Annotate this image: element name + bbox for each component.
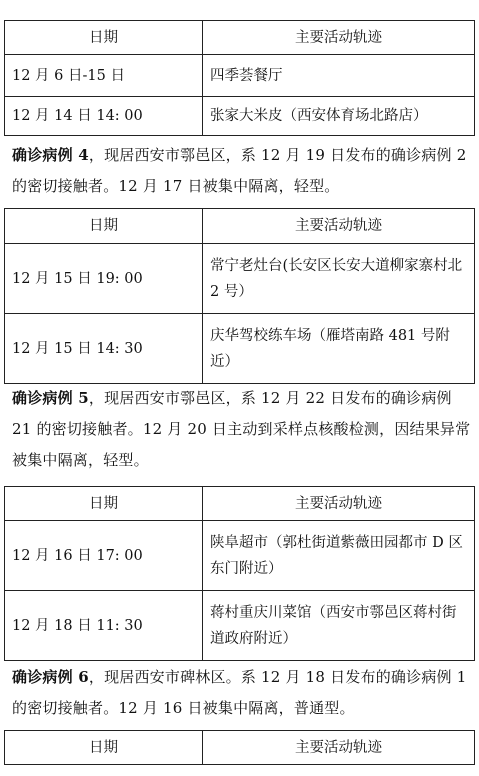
table-row [5,521,475,591]
track-header: 主要活动轨迹 [203,21,475,55]
table-row [5,244,475,314]
table-row [5,314,475,384]
track-table-3 [4,486,475,661]
date-cell: 12 月 16 日 17: 00 [5,521,203,591]
track-header: 主要活动轨迹 [203,731,475,765]
track-cell: 常宁老灶台(长安区长安大道柳家寨村北 2 号） [203,244,475,314]
date-header: 日期 [5,731,203,765]
track-header: 主要活动轨迹 [203,487,475,521]
table-header-row [5,21,475,55]
track-table-4 [4,730,475,765]
date-cell: 12 月 18 日 11: 30 [5,591,203,661]
case-4-paragraph [12,140,472,202]
case-4-text: ，现居西安市鄠邑区，系 12 月 19 日发布的确诊病例 2 的密切接触者。12 月 17 日被集中隔离，轻型。 [12,146,467,195]
track-table-1 [4,20,475,136]
date-header: 日期 [5,21,203,55]
date-cell: 12 月 15 日 14: 30 [5,314,203,384]
case-4-label: 确诊病例 4 [12,146,89,164]
date-header: 日期 [5,487,203,521]
date-cell: 12 月 14 日 14: 00 [5,97,203,136]
case-5-paragraph [12,383,472,476]
case-6-label: 确诊病例 6 [12,668,89,686]
track-table-2 [4,208,475,384]
table-row [5,97,475,136]
track-cell: 张家大米皮（西安体育场北路店） [203,97,475,136]
case-6-paragraph [12,662,472,724]
table-row [5,591,475,661]
table-row [5,55,475,97]
case-6-text: ，现居西安市碑林区。系 12 月 18 日发布的确诊病例 1 的密切接触者。12 月 16 日被集中隔离，普通型。 [12,668,467,717]
table-header-row [5,209,475,244]
track-cell: 陕阜超市（郭杜街道紫薇田园都市 D 区东门附近） [203,521,475,591]
track-header: 主要活动轨迹 [203,209,475,244]
track-cell: 庆华驾校练车场（雁塔南路 481 号附近） [203,314,475,384]
table-header-row [5,487,475,521]
date-cell: 12 月 15 日 19: 00 [5,244,203,314]
date-cell: 12 月 6 日-15 日 [5,55,203,97]
track-cell: 蒋村重庆川菜馆（西安市鄠邑区蒋村街道政府附近） [203,591,475,661]
case-5-label: 确诊病例 5 [12,389,89,407]
case-5-text: ，现居西安市鄠邑区，系 12 月 22 日发布的确诊病例 21 的密切接触者。12 月 20 日主动到采样点核酸检测，因结果异常被集中隔离，轻型。 [12,389,471,469]
table-header-row [5,731,475,765]
date-header: 日期 [5,209,203,244]
track-cell: 四季荟餐厅 [203,55,475,97]
